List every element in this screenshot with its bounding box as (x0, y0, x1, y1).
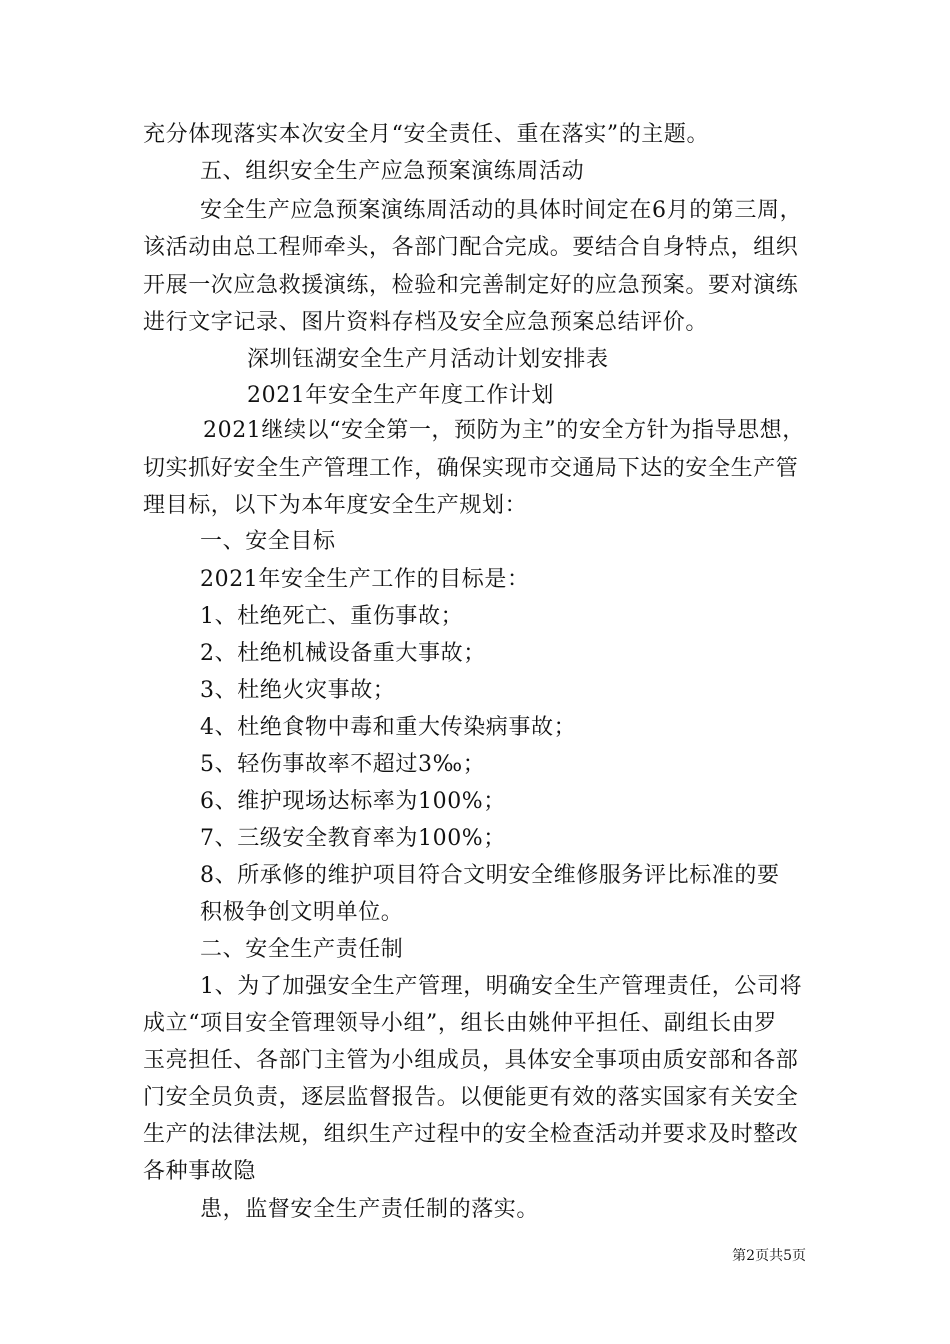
document-title: 深圳钰湖安全生产月活动计划安排表 (247, 347, 609, 372)
paragraph-line: 门安全员负责，逐层监督报告。以便能更有效的落实国家有关安全 (143, 1085, 799, 1110)
paragraph-line: 充分体现落实本次安全月“安全责任、重在落实”的主题。 (143, 122, 710, 147)
paragraph-line: 该活动由总工程师牵头，各部门配合完成。要结合自身特点，组织 (143, 235, 799, 260)
section-heading: 二、安全生产责任制 (200, 937, 404, 962)
paragraph-line: 开展一次应急救援演练，检验和完善制定好的应急预案。要对演练 (143, 273, 799, 298)
paragraph-line: 2021年安全生产工作的目标是： (200, 567, 530, 592)
paragraph-line: 理目标，以下为本年度安全生产规划： (143, 493, 528, 518)
paragraph-line: 各种事故隐 (143, 1159, 257, 1184)
list-item: 2、杜绝机械设备重大事故； (200, 641, 486, 666)
list-item: 3、杜绝火灾事故； (200, 678, 396, 703)
list-item: 6、维护现场达标率为100%； (200, 789, 506, 814)
section-heading: 一、安全目标 (200, 529, 336, 554)
page-number: 第2页共5页 (732, 1248, 806, 1264)
paragraph-line: 进行文字记录、图片资料存档及安全应急预案总结评价。 (143, 310, 709, 335)
list-item-continuation: 积极争创文明单位。 (200, 900, 404, 925)
paragraph-line: 安全生产应急预案演练周活动的具体时间定在6月的第三周， (200, 198, 803, 223)
list-item: 1、杜绝死亡、重伤事故； (200, 604, 464, 629)
paragraph-line: 2021继续以“安全第一，预防为主”的安全方针为指导思想， (203, 418, 805, 443)
document-title: 2021年安全生产年度工作计划 (247, 383, 554, 408)
list-item: 4、杜绝食物中毒和重大传染病事故； (200, 715, 577, 740)
list-item: 8、所承修的维护项目符合文明安全维修服务评比标准的要 (200, 863, 780, 888)
list-item: 5、轻伤事故率不超过3‰； (200, 752, 486, 777)
paragraph-line: 患，监督安全生产责任制的落实。 (200, 1197, 540, 1222)
section-heading: 五、组织安全生产应急预案演练周活动 (200, 159, 585, 184)
paragraph-line: 1、为了加强安全生产管理，明确安全生产管理责任，公司将 (200, 974, 803, 999)
paragraph-line: 生产的法律法规，组织生产过程中的安全检查活动并要求及时整改 (143, 1122, 799, 1147)
paragraph-line: 玉亮担任、各部门主管为小组成员，具体安全事项由质安部和各部 (143, 1048, 799, 1073)
paragraph-line: 成立“项目安全管理领导小组”，组长由姚仲平担任、副组长由罗 (143, 1011, 777, 1036)
paragraph-line: 切实抓好安全生产管理工作，确保实现市交通局下达的安全生产管 (143, 456, 799, 481)
list-item: 7、三级安全教育率为100%； (200, 826, 506, 851)
